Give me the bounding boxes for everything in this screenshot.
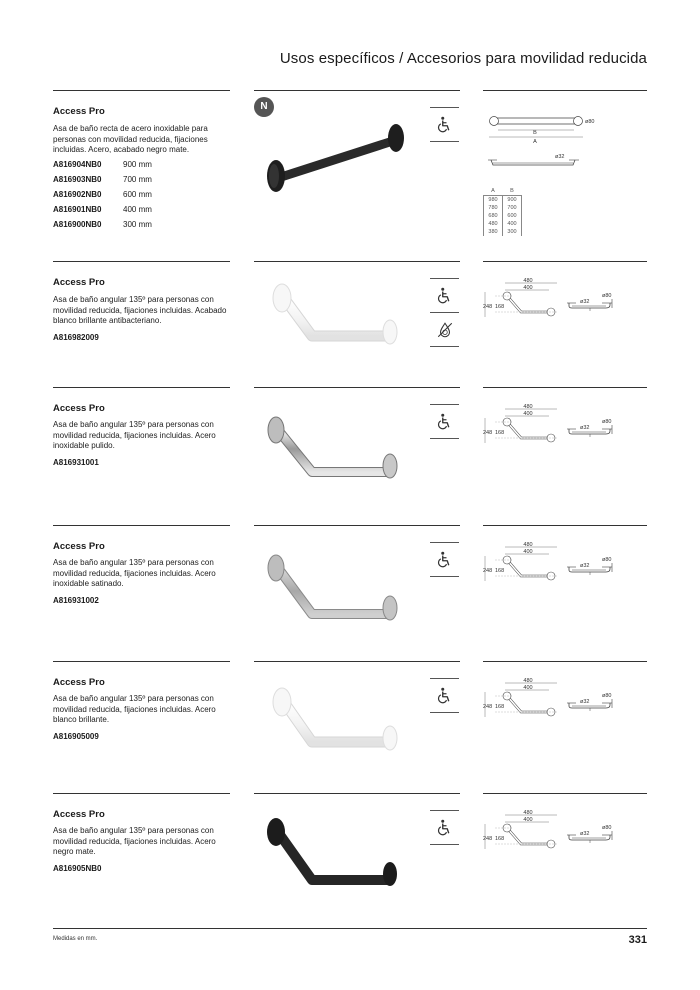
dim-rod-diameter: ø32	[580, 699, 590, 705]
product-image-angular-bar-black	[262, 812, 412, 904]
product-description: Asa de baño angular 135º para personas con movilidad reducida, fijaciones incluidas. Acero blanco brillante.	[53, 694, 216, 725]
technical-drawing-front	[483, 539, 563, 589]
technical-drawing-side	[566, 554, 626, 580]
dim-height-outer: 248	[483, 568, 493, 574]
wheelchair-icon	[436, 287, 454, 305]
feature-icons	[430, 278, 459, 347]
technical-drawing-straight	[485, 110, 605, 180]
product-image-angular-bar-polished	[262, 408, 412, 494]
variant-size: 400 mm	[123, 205, 152, 214]
dim-mount-diameter: ø80	[602, 293, 612, 299]
table-cell: 780	[484, 204, 503, 212]
product-image-angular-bar-white	[262, 280, 412, 360]
dim-width-inner: 400	[523, 817, 533, 823]
dim-height-outer: 248	[483, 304, 493, 310]
product-image-angular-bar-satin	[262, 546, 412, 636]
table-cell: 700	[503, 204, 522, 212]
table-cell: 600	[503, 212, 522, 220]
table-cell: 400	[503, 220, 522, 228]
technical-drawing-side	[566, 290, 626, 316]
wheelchair-icon	[436, 819, 454, 837]
table-header: A	[484, 187, 503, 196]
variant-code: A816903NB0	[53, 175, 102, 184]
wheelchair-icon	[436, 687, 454, 705]
section-rule	[254, 525, 460, 526]
product-name: Access Pro	[53, 541, 105, 552]
table-cell: 380	[484, 228, 503, 236]
variant-code: A816901NB0	[53, 205, 102, 214]
dim-rod-diameter: ø32	[555, 154, 565, 160]
variant-size: 600 mm	[123, 190, 152, 199]
dim-width-outer: 480	[523, 678, 533, 684]
dim-height-outer: 248	[483, 430, 493, 436]
feature-icons	[430, 107, 459, 142]
product-description: Asa de baño angular 135º para personas con movilidad reducida, fijaciones incluidas. Acero inoxidable satinado.	[53, 558, 216, 589]
technical-drawing-front	[483, 401, 563, 451]
feature-icons	[430, 404, 459, 439]
table-header: B	[503, 187, 522, 196]
product-code: A816931001	[53, 458, 99, 467]
variant-size: 300 mm	[123, 220, 152, 229]
antibacterial-icon	[436, 321, 454, 339]
product-code: A816905NB0	[53, 864, 102, 873]
product-description: Asa de baño angular 135º para personas con movilidad reducida, fijaciones incluidas. Acero inoxidable pulido.	[53, 420, 216, 451]
dim-height-outer: 248	[483, 836, 493, 842]
footer-rule	[53, 928, 647, 929]
section-rule	[483, 525, 647, 526]
dim-height-inner: 168	[495, 568, 505, 574]
variant-code: A816900NB0	[53, 220, 102, 229]
section-rule	[254, 261, 460, 262]
product-image-straight-bar-black	[258, 118, 418, 198]
product-name: Access Pro	[53, 677, 105, 688]
dim-rod-diameter: ø32	[580, 425, 590, 431]
section-rule	[53, 387, 230, 388]
dim-mount-diameter: ø80	[602, 825, 612, 831]
technical-drawing-front	[483, 675, 563, 725]
product-name: Access Pro	[53, 809, 105, 820]
section-rule	[53, 261, 230, 262]
feature-icons	[430, 542, 459, 577]
dim-height-inner: 168	[495, 836, 505, 842]
dim-mount-diameter: ø80	[602, 419, 612, 425]
dimension-table	[483, 187, 522, 236]
product-code: A816982009	[53, 333, 99, 342]
dim-height-outer: 248	[483, 704, 493, 710]
section-rule	[53, 525, 230, 526]
wheelchair-icon	[436, 413, 454, 431]
table-cell: 300	[503, 228, 522, 236]
product-description: Asa de baño angular 135º para personas con movilidad reducida, fijaciones incluidas. Acero negro mate.	[53, 826, 216, 857]
product-name: Access Pro	[53, 403, 105, 414]
product-description: Asa de baño recta de acero inoxidable para personas con movilidad reducida, fijaciones incluidas. Acero, acabado negro mate.	[53, 124, 208, 155]
dim-height-inner: 168	[495, 304, 505, 310]
section-rule	[483, 261, 647, 262]
dim-width-inner: 400	[523, 549, 533, 555]
section-rule	[483, 387, 647, 388]
dim-rod-diameter: ø32	[580, 299, 590, 305]
product-code: A816905009	[53, 732, 99, 741]
product-description: Asa de baño angular 135º para personas con movilidad reducida, fijaciones incluidas. Acabado blanco brillante antibacteriano.	[53, 295, 227, 326]
dim-label-a: A	[533, 139, 537, 145]
section-rule	[254, 661, 460, 662]
wheelchair-icon	[436, 116, 454, 134]
section-rule	[53, 793, 230, 794]
section-rule	[254, 793, 460, 794]
variant-size: 700 mm	[123, 175, 152, 184]
footnote: Medidas en mm.	[53, 936, 98, 942]
dim-width-outer: 480	[523, 542, 533, 548]
table-cell: 980	[484, 196, 503, 205]
dim-width-inner: 400	[523, 411, 533, 417]
section-rule	[483, 661, 647, 662]
product-code: A816931002	[53, 596, 99, 605]
wheelchair-icon	[436, 551, 454, 569]
feature-icons	[430, 810, 459, 845]
product-name: Access Pro	[53, 277, 105, 288]
dim-rod-diameter: ø32	[580, 831, 590, 837]
header-rule	[254, 90, 460, 91]
section-rule	[254, 387, 460, 388]
variant-code: A816902NB0	[53, 190, 102, 199]
dim-rod-diameter: ø32	[580, 563, 590, 569]
dim-width-outer: 480	[523, 278, 533, 284]
dim-height-inner: 168	[495, 430, 505, 436]
variant-code: A816904NB0	[53, 160, 102, 169]
product-image-angular-bar-white	[262, 684, 412, 764]
feature-icons	[430, 678, 459, 713]
dim-label-b: B	[533, 130, 537, 136]
technical-drawing-side	[566, 690, 626, 716]
dim-mount-diameter: ø80	[602, 557, 612, 563]
dim-mount-diameter: ø80	[585, 119, 595, 125]
dim-width-inner: 400	[523, 685, 533, 691]
technical-drawing-side	[566, 822, 626, 848]
section-rule	[483, 793, 647, 794]
technical-drawing-side	[566, 416, 626, 442]
dim-mount-diameter: ø80	[602, 693, 612, 699]
product-name: Access Pro	[53, 106, 105, 117]
table-cell: 680	[484, 212, 503, 220]
table-cell: 480	[484, 220, 503, 228]
dim-width-outer: 480	[523, 404, 533, 410]
technical-drawing-front	[483, 275, 563, 325]
header-rule	[53, 90, 230, 91]
new-badge: N	[254, 97, 274, 117]
variant-size: 900 mm	[123, 160, 152, 169]
section-rule	[53, 661, 230, 662]
header-rule	[483, 90, 647, 91]
dim-width-outer: 480	[523, 810, 533, 816]
table-cell: 900	[503, 196, 522, 205]
technical-drawing-front	[483, 807, 563, 857]
page-title: Usos específicos / Accesorios para movilidad reducida	[279, 50, 647, 67]
dim-height-inner: 168	[495, 704, 505, 710]
dim-width-inner: 400	[523, 285, 533, 291]
page-number: 331	[628, 934, 647, 946]
